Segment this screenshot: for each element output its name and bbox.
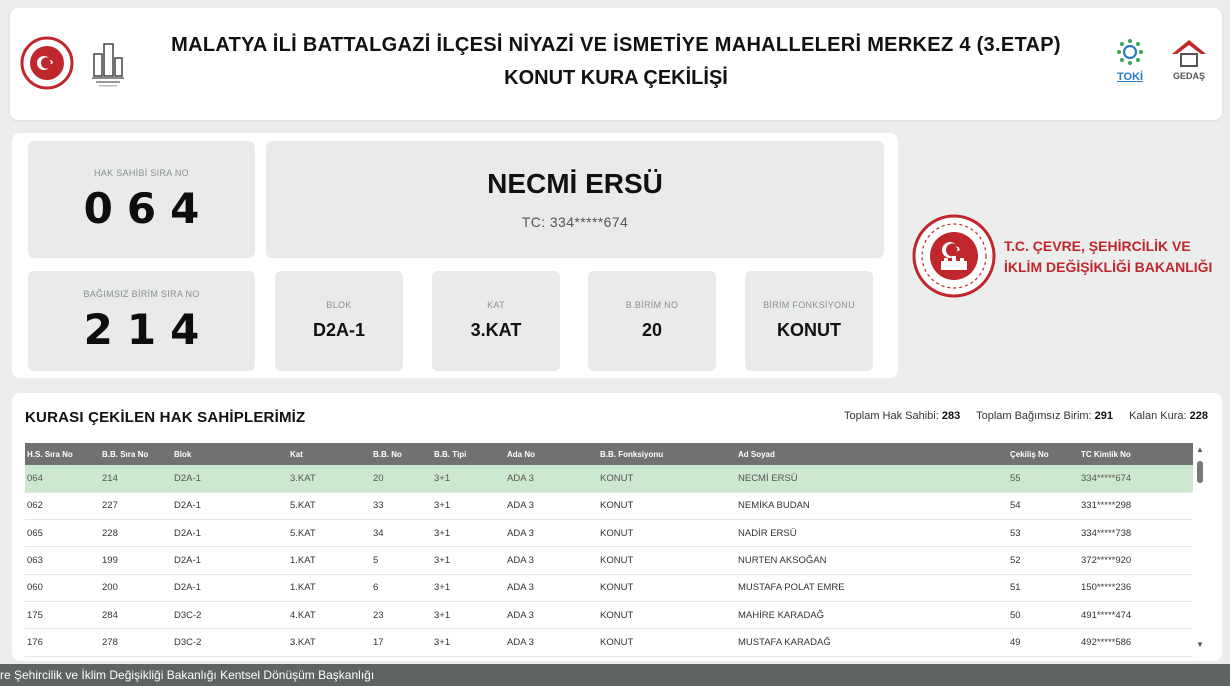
- hak-sahibi-number: 064: [83, 184, 214, 233]
- table-cell: KONUT: [598, 492, 736, 519]
- column-header: TC Kimlik No: [1079, 443, 1193, 465]
- table-cell: 334*****738: [1079, 520, 1193, 547]
- table-cell: D2A-1: [172, 547, 288, 574]
- table-cell: 060: [25, 574, 100, 601]
- table-cell: KONUT: [598, 574, 736, 601]
- winner-name: NECMİ ERSÜ: [487, 168, 663, 199]
- table-cell: 062: [25, 492, 100, 519]
- birim-no-box: B.BİRİM NO 20: [588, 271, 716, 371]
- table-cell: 227: [100, 492, 172, 519]
- table-cell: 52: [1008, 547, 1079, 574]
- table-cell: 331*****298: [1079, 492, 1193, 519]
- table-cell: 284: [100, 601, 172, 628]
- table-cell: 17: [371, 629, 432, 656]
- table-cell: 3.KAT: [288, 465, 371, 492]
- table-row[interactable]: [25, 492, 1193, 519]
- column-header: Ad Soyad: [736, 443, 1008, 465]
- table-cell: ADA 3: [505, 492, 598, 519]
- table-cell: KONUT: [598, 547, 736, 574]
- table-cell: 228: [100, 520, 172, 547]
- table-cell: 3.KAT: [288, 629, 371, 656]
- table-cell: KONUT: [598, 629, 736, 656]
- birim-fonksiyonu-box: BİRİM FONKSİYONU KONUT: [745, 271, 873, 371]
- table-cell: 49: [1008, 629, 1079, 656]
- table-cell: NEMİKA BUDAN: [736, 492, 1008, 519]
- table-cell: 5.KAT: [288, 520, 371, 547]
- ministry-logo: [912, 214, 1228, 300]
- table-cell: D2A-1: [172, 520, 288, 547]
- ministry-name-line1: T.C. ÇEVRE, ŞEHİRCİLİK VE: [1004, 238, 1191, 254]
- column-header: B.B. No: [371, 443, 432, 465]
- ministry-name-line2: İKLİM DEĞİŞİKLİĞİ BAKANLIĞI: [1004, 259, 1213, 275]
- scroll-up-icon[interactable]: ▲: [1196, 445, 1204, 454]
- table-row[interactable]: [25, 629, 1193, 656]
- table-scrollbar[interactable]: [1195, 443, 1205, 649]
- remaining-count: 228: [1189, 410, 1208, 422]
- kat-box: KAT 3.KAT: [432, 271, 560, 371]
- table-row[interactable]: [25, 574, 1193, 601]
- table-cell: NECMİ ERSÜ: [736, 465, 1008, 492]
- table-cell: NURTEN AKSOĞAN: [736, 547, 1008, 574]
- urban-transformation-logo-icon: [90, 40, 126, 88]
- table-cell: D2A-1: [172, 492, 288, 519]
- table-cell: 150*****236: [1079, 574, 1193, 601]
- table-cell: KONUT: [598, 465, 736, 492]
- table-cell: D2A-1: [172, 574, 288, 601]
- table-cell: D2A-1: [172, 465, 288, 492]
- table-cell: 1.KAT: [288, 547, 371, 574]
- bagimsiz-birim-number: 214: [83, 305, 214, 354]
- page-title: MALATYA İLİ BATTALGAZİ İLÇESİ NİYAZİ VE İSMETİYE MAHALLELERİ MERKEZ 4 (3.ETAP): [171, 34, 1061, 56]
- table-cell: 214: [100, 465, 172, 492]
- table-cell: 55: [1008, 465, 1079, 492]
- table-cell: 53: [1008, 520, 1079, 547]
- stats-bar: Toplam Hak Sahibi: 283 Toplam Bağımsız Birim: 291 Kalan Kura: 228: [844, 410, 1208, 422]
- table-cell: MUSTAFA POLAT EMRE: [736, 574, 1008, 601]
- table-cell: D3C-2: [172, 601, 288, 628]
- toki-logo: TOKİ: [1112, 38, 1148, 83]
- table-cell: 1.KAT: [288, 574, 371, 601]
- winners-list-card: [12, 393, 1222, 661]
- column-header: Kat: [288, 443, 371, 465]
- table-cell: MAHİRE KARADAĞ: [736, 601, 1008, 628]
- ministry-seal-icon: [912, 214, 996, 298]
- table-cell: 3+1: [432, 520, 505, 547]
- toki-emblem-icon: [1115, 38, 1145, 66]
- table-cell: NADİR ERSÜ: [736, 520, 1008, 547]
- table-cell: 3+1: [432, 465, 505, 492]
- units-count: 291: [1094, 410, 1114, 422]
- hak-sahibi-box: HAK SAHİBİ SIRA NO 064: [28, 141, 255, 258]
- table-cell: D3C-2: [172, 629, 288, 656]
- table-cell: 278: [100, 629, 172, 656]
- table-cell: 6: [371, 574, 432, 601]
- table-cell: 3+1: [432, 492, 505, 519]
- table-row[interactable]: [25, 601, 1193, 628]
- news-ticker: [0, 664, 1230, 686]
- table-cell: ADA 3: [505, 547, 598, 574]
- table-cell: 4.KAT: [288, 601, 371, 628]
- table-cell: ADA 3: [505, 465, 598, 492]
- table-cell: ADA 3: [505, 629, 598, 656]
- gedas-logo: GEDAŞ: [1166, 38, 1212, 81]
- table-cell: 372*****920: [1079, 547, 1193, 574]
- table-cell: 334*****674: [1079, 465, 1193, 492]
- table-cell: ADA 3: [505, 574, 598, 601]
- winners-table: [25, 443, 1193, 657]
- total-count: 283: [941, 410, 961, 422]
- blok-box: BLOK D2A-1: [275, 271, 403, 371]
- house-roof-icon: [1169, 38, 1209, 68]
- table-cell: 5.KAT: [288, 492, 371, 519]
- scroll-down-icon[interactable]: ▼: [1196, 640, 1204, 649]
- bagimsiz-birim-box: BAĞIMSIZ BİRİM SIRA NO 214: [28, 271, 255, 371]
- winner-box: [266, 141, 884, 258]
- table-cell: 3+1: [432, 601, 505, 628]
- table-cell: 199: [100, 547, 172, 574]
- column-header: B.B. Fonksiyonu: [598, 443, 736, 465]
- table-cell: 33: [371, 492, 432, 519]
- table-cell: KONUT: [598, 601, 736, 628]
- table-cell: 065: [25, 520, 100, 547]
- table-cell: 20: [371, 465, 432, 492]
- column-header: B.B. Tipi: [432, 443, 505, 465]
- ticker-text: re Şehircilik ve İklim Değişikliği Bakanlığı Kentsel Dönüşüm Başkanlığı: [0, 668, 375, 682]
- table-cell: 54: [1008, 492, 1079, 519]
- table-cell: KONUT: [598, 520, 736, 547]
- column-header: Çekiliş No: [1008, 443, 1079, 465]
- column-header: Ada No: [505, 443, 598, 465]
- column-header: H.S. Sıra No: [25, 443, 100, 465]
- table-cell: 34: [371, 520, 432, 547]
- table-row[interactable]: [25, 547, 1193, 574]
- table-cell: ADA 3: [505, 520, 598, 547]
- table-cell: 200: [100, 574, 172, 601]
- scroll-thumb[interactable]: [1197, 461, 1203, 483]
- table-cell: 51: [1008, 574, 1079, 601]
- header-bar: [10, 8, 1222, 120]
- table-cell: 5: [371, 547, 432, 574]
- winner-tc: TC: 334*****674: [521, 214, 629, 230]
- table-header-row: [25, 443, 1193, 465]
- table-cell: 3+1: [432, 574, 505, 601]
- table-cell: 175: [25, 601, 100, 628]
- column-header: B.B. Sıra No: [100, 443, 172, 465]
- table-cell: 3+1: [432, 629, 505, 656]
- table-cell: ADA 3: [505, 601, 598, 628]
- table-cell: 492*****586: [1079, 629, 1193, 656]
- list-title: KURASI ÇEKİLEN HAK SAHİPLERİMİZ: [25, 409, 306, 426]
- table-cell: 23: [371, 601, 432, 628]
- table-cell: 176: [25, 629, 100, 656]
- page-subtitle: KONUT KURA ÇEKİLİŞİ: [504, 67, 728, 89]
- table-cell: 063: [25, 547, 100, 574]
- table-cell: 3+1: [432, 547, 505, 574]
- table-row[interactable]: [25, 465, 1193, 492]
- column-header: Blok: [172, 443, 288, 465]
- table-cell: 50: [1008, 601, 1079, 628]
- presidency-seal-icon: [20, 36, 74, 90]
- table-row[interactable]: [25, 520, 1193, 547]
- table-cell: 491*****474: [1079, 601, 1193, 628]
- table-cell: MUSTAFA KARADAĞ: [736, 629, 1008, 656]
- draw-result-panel: [12, 133, 898, 378]
- table-cell: 064: [25, 465, 100, 492]
